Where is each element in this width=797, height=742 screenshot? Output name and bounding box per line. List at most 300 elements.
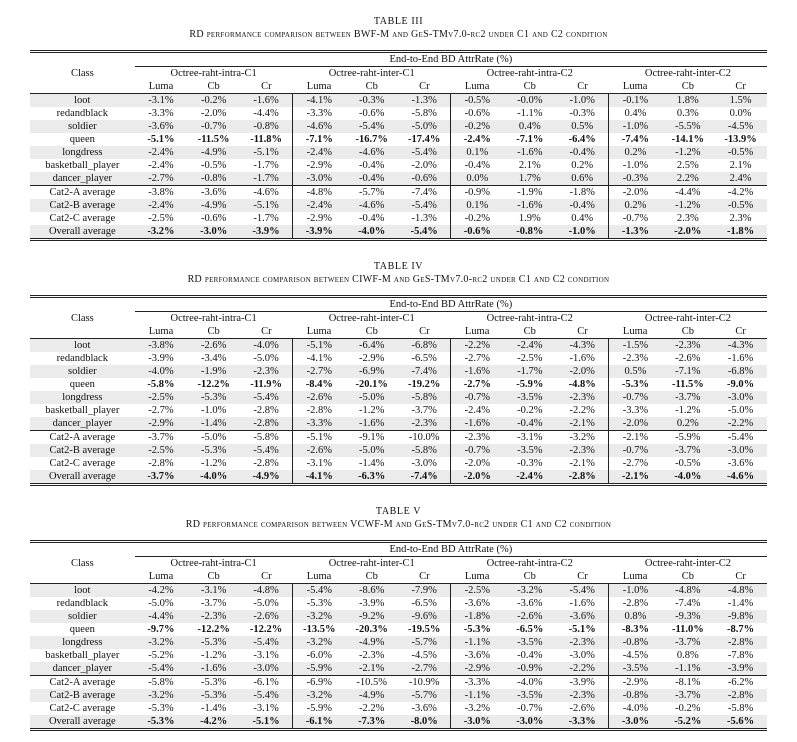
value-cell: -1.3% xyxy=(398,94,451,108)
component-header: Cb xyxy=(681,81,694,92)
value-cell: -5.4% xyxy=(253,690,279,701)
value-cell: -3.6% xyxy=(451,597,504,610)
value-cell: -9.3% xyxy=(675,611,701,622)
class-label-cell: loot xyxy=(30,94,135,108)
value-cell: 0.2% xyxy=(609,199,662,212)
value-cell: -1.2% xyxy=(675,147,701,158)
value-cell: -11.9% xyxy=(250,379,282,390)
value-cell: -4.2% xyxy=(200,716,228,727)
value-cell: -0.9% xyxy=(517,663,543,674)
value-cell: -2.6% xyxy=(293,391,346,404)
value-cell: -0.4% xyxy=(359,160,385,171)
value-cell: -1.6% xyxy=(517,147,543,158)
value-cell: -3.9% xyxy=(252,226,280,237)
class-label-cell: Cat2-C average xyxy=(49,703,116,714)
value-cell: -2.6% xyxy=(569,703,595,714)
value-cell: -9.0% xyxy=(727,379,755,390)
value-cell: -8.0% xyxy=(410,716,438,727)
group-header: Octree-raht-intra-C1 xyxy=(170,558,257,569)
class-label-cell: Cat2-C average xyxy=(49,213,116,224)
value-cell: -6.5% xyxy=(411,353,437,364)
value-cell: -0.5% xyxy=(727,147,754,158)
table-row xyxy=(30,212,767,225)
value-cell: -2.6% xyxy=(253,611,279,622)
component-header: Cb xyxy=(523,326,536,337)
value-cell: -1.7% xyxy=(253,160,279,171)
value-cell: -1.4% xyxy=(727,598,754,609)
value-cell: -0.4% xyxy=(517,418,543,429)
group-header: Octree-raht-inter-C1 xyxy=(328,558,415,569)
value-cell: -2.0% xyxy=(200,108,227,119)
table-row xyxy=(30,159,767,172)
value-cell: -3.2% xyxy=(148,637,174,648)
value-cell: -1.0% xyxy=(609,159,662,172)
value-cell: -5.1% xyxy=(568,624,596,635)
component-header: Cb xyxy=(365,81,378,92)
value-cell: -5.7% xyxy=(345,186,398,200)
value-cell: -2.7% xyxy=(451,378,504,391)
value-cell: -6.0% xyxy=(293,649,346,662)
table-row xyxy=(30,662,767,676)
value-cell: -4.6% xyxy=(293,120,346,133)
value-cell: -0.4% xyxy=(569,200,595,211)
group-header: Octree-raht-inter-C2 xyxy=(644,68,731,79)
value-cell: -3.5% xyxy=(517,637,543,648)
value-cell: -13.5% xyxy=(293,623,346,636)
table-row xyxy=(30,107,767,120)
value-cell: -4.2% xyxy=(714,186,767,200)
value-cell: -2.4% xyxy=(503,339,556,353)
value-cell: -4.1% xyxy=(293,352,346,365)
component-header: Cr xyxy=(419,571,430,582)
value-cell: -20.3% xyxy=(355,624,388,635)
value-cell: -5.3% xyxy=(200,690,227,701)
group-header: Octree-raht-inter-C1 xyxy=(328,313,415,324)
value-cell: -1.1% xyxy=(451,636,504,649)
value-cell: 2.1% xyxy=(518,160,541,171)
value-cell: -5.2% xyxy=(148,650,174,661)
value-cell: -4.9% xyxy=(359,637,385,648)
value-cell: -3.0% xyxy=(727,445,754,456)
table-row xyxy=(30,172,767,186)
component-header: Cr xyxy=(261,326,272,337)
class-label-cell: Cat2-A average xyxy=(30,676,135,690)
value-cell: -0.8% xyxy=(200,173,227,184)
value-cell: -2.8% xyxy=(727,690,754,701)
table-row xyxy=(30,199,767,212)
bd-attrrate-spanner: End-to-End BD AttrRate (%) xyxy=(135,542,767,557)
value-cell: -5.3% xyxy=(293,597,346,610)
value-cell: -6.5% xyxy=(516,624,544,635)
value-cell: -5.0% xyxy=(253,353,279,364)
table-v-section xyxy=(30,505,767,731)
table-row xyxy=(30,404,767,417)
value-cell: -2.2% xyxy=(569,405,595,416)
value-cell: -0.7% xyxy=(609,212,662,225)
value-cell: 0.8% xyxy=(676,650,699,661)
table-iv-rd-performance xyxy=(30,295,767,486)
value-cell: -8.6% xyxy=(345,584,398,598)
table-row xyxy=(30,352,767,365)
value-cell: -2.3% xyxy=(569,637,595,648)
value-cell: -2.3% xyxy=(451,431,504,445)
value-cell: -4.8% xyxy=(714,584,767,598)
value-cell: -1.0% xyxy=(609,120,662,133)
value-cell: -2.4% xyxy=(451,133,504,146)
header-row-components xyxy=(30,325,767,339)
value-cell: -2.6% xyxy=(187,339,240,353)
value-cell: -7.9% xyxy=(398,584,451,598)
value-cell: -5.1% xyxy=(293,431,346,445)
value-cell: -2.1% xyxy=(569,458,595,469)
value-cell: -8.3% xyxy=(609,623,662,636)
value-cell: -13.9% xyxy=(724,134,757,145)
value-cell: -0.0% xyxy=(503,94,556,108)
component-header: Cr xyxy=(261,81,272,92)
value-cell: -0.3% xyxy=(609,172,662,186)
component-header: Cb xyxy=(365,326,378,337)
class-label-cell: Cat2-B average xyxy=(49,690,116,701)
value-cell: -3.7% xyxy=(135,431,188,445)
table-row xyxy=(30,417,767,431)
value-cell: -4.4% xyxy=(148,611,174,622)
value-cell: -11.8% xyxy=(250,134,282,145)
value-cell: -2.6% xyxy=(293,444,346,457)
value-cell: -2.1% xyxy=(359,663,385,674)
value-cell: -5.8% xyxy=(411,392,437,403)
group-header: Octree-raht-intra-C1 xyxy=(170,68,257,79)
class-label-cell: dancer_player xyxy=(52,418,113,429)
value-cell: 0.3% xyxy=(676,108,699,119)
value-cell: -2.3% xyxy=(609,352,662,365)
value-cell: -3.0% xyxy=(200,226,228,237)
class-label-cell: redandblack xyxy=(56,598,108,609)
table-row xyxy=(30,339,767,353)
class-label-cell: redandblack xyxy=(56,353,108,364)
value-cell: 2.3% xyxy=(676,213,699,224)
value-cell: -3.6% xyxy=(411,703,437,714)
value-cell: -5.0% xyxy=(359,445,385,456)
value-cell: -4.0% xyxy=(148,366,174,377)
value-cell: 0.1% xyxy=(451,199,504,212)
value-cell: -1.4% xyxy=(359,458,385,469)
value-cell: -5.4% xyxy=(556,584,609,598)
value-cell: -5.8% xyxy=(135,676,188,690)
value-cell: -4.9% xyxy=(200,200,227,211)
table-row xyxy=(30,431,767,445)
value-cell: -1.2% xyxy=(359,405,385,416)
value-cell: -5.4% xyxy=(410,226,438,237)
group-header: Octree-raht-intra-C1 xyxy=(170,313,257,324)
value-cell: -2.4% xyxy=(148,147,174,158)
value-cell: -10.9% xyxy=(398,676,451,690)
value-cell: -3.3% xyxy=(609,404,662,417)
value-cell: -4.6% xyxy=(359,200,385,211)
value-cell: -0.2% xyxy=(451,120,504,133)
value-cell: -2.2% xyxy=(727,418,754,429)
value-cell: -2.8% xyxy=(253,458,279,469)
value-cell: -3.0% xyxy=(451,715,504,730)
value-cell: 2.3% xyxy=(729,213,752,224)
value-cell: -3.2% xyxy=(148,690,174,701)
value-cell: 1.5% xyxy=(714,94,767,108)
value-cell: -5.7% xyxy=(411,637,437,648)
value-cell: -1.6% xyxy=(569,353,595,364)
value-cell: -2.9% xyxy=(293,212,346,225)
value-cell: -1.0% xyxy=(200,405,227,416)
table-row xyxy=(30,457,767,470)
value-cell: -3.0% xyxy=(253,663,279,674)
table-row xyxy=(30,610,767,623)
value-cell: -9.1% xyxy=(345,431,398,445)
value-cell: -1.2% xyxy=(675,200,701,211)
value-cell: -14.1% xyxy=(671,134,705,145)
component-header: Cb xyxy=(365,571,378,582)
value-cell: -17.4% xyxy=(407,134,441,145)
value-cell: -5.1% xyxy=(253,200,279,211)
class-label-cell: queen xyxy=(69,624,95,635)
group-header: Octree-raht-intra-C2 xyxy=(486,68,573,79)
value-cell: -2.3% xyxy=(569,392,595,403)
table-row xyxy=(30,365,767,378)
value-cell: -2.4% xyxy=(148,200,174,211)
header-row-groups xyxy=(30,67,767,81)
component-header: Luma xyxy=(306,571,332,582)
value-cell: -5.3% xyxy=(147,716,175,727)
value-cell: -4.0% xyxy=(503,676,556,690)
value-cell: -4.5% xyxy=(609,649,662,662)
value-cell: -5.3% xyxy=(609,378,662,391)
value-cell: -5.4% xyxy=(253,637,279,648)
component-header: Luma xyxy=(622,81,648,92)
value-cell: -2.0% xyxy=(411,160,437,171)
value-cell: -20.1% xyxy=(355,379,388,390)
value-cell: -2.0% xyxy=(451,457,504,470)
value-cell: -3.0% xyxy=(569,650,595,661)
group-header: Octree-raht-intra-C2 xyxy=(486,558,573,569)
value-cell: -2.7% xyxy=(411,663,437,674)
value-cell: -0.5% xyxy=(200,160,227,171)
value-cell: -5.5% xyxy=(675,121,701,132)
value-cell: -3.2% xyxy=(293,689,346,702)
table-row xyxy=(30,146,767,159)
value-cell: -3.1% xyxy=(253,703,279,714)
value-cell: -1.2% xyxy=(675,405,701,416)
component-header: Cb xyxy=(207,81,220,92)
class-label-cell: longdress xyxy=(62,147,103,158)
header-row-spanner xyxy=(30,297,767,312)
value-cell: -0.7% xyxy=(609,444,662,457)
table-v-number: TABLE V xyxy=(375,506,422,517)
value-cell: -5.1% xyxy=(147,134,175,145)
value-cell: -7.1% xyxy=(293,133,346,146)
value-cell: -8.7% xyxy=(727,624,755,635)
value-cell: -19.2% xyxy=(407,379,441,390)
value-cell: -6.2% xyxy=(714,676,767,690)
value-cell: -9.2% xyxy=(359,611,385,622)
value-cell: -2.8% xyxy=(148,458,174,469)
value-cell: -2.2% xyxy=(359,703,385,714)
value-cell: -1.7% xyxy=(253,173,279,184)
value-cell: -0.2% xyxy=(187,94,240,108)
value-cell: -0.7% xyxy=(451,444,504,457)
table-row xyxy=(30,623,767,636)
component-header: Luma xyxy=(306,81,332,92)
value-cell: -0.5% xyxy=(451,94,504,108)
value-cell: -5.0% xyxy=(253,598,279,609)
value-cell: -0.2% xyxy=(451,212,504,225)
value-cell: -5.8% xyxy=(727,703,754,714)
bd-attrrate-spanner: End-to-End BD AttrRate (%) xyxy=(135,52,767,67)
value-cell: -3.1% xyxy=(503,431,556,445)
value-cell: -6.9% xyxy=(359,366,385,377)
table-iv-number: TABLE IV xyxy=(373,261,424,272)
value-cell: -2.6% xyxy=(517,611,543,622)
value-cell: -2.8% xyxy=(253,418,279,429)
value-cell: -0.5% xyxy=(675,458,701,469)
value-cell: 1.9% xyxy=(518,213,541,224)
value-cell: -1.7% xyxy=(517,366,543,377)
value-cell: -2.4% xyxy=(148,160,174,171)
value-cell: -11.5% xyxy=(197,134,230,145)
component-header: Cb xyxy=(207,571,220,582)
value-cell: -0.6% xyxy=(411,173,437,184)
value-cell: -5.1% xyxy=(252,716,280,727)
value-cell: -1.6% xyxy=(451,417,504,431)
value-cell: -2.0% xyxy=(609,186,662,200)
value-cell: -2.1% xyxy=(569,418,595,429)
value-cell: -1.6% xyxy=(240,94,293,108)
value-cell: -0.6% xyxy=(359,108,385,119)
value-cell: -7.3% xyxy=(358,716,386,727)
value-cell: -1.8% xyxy=(556,186,609,200)
value-cell: -7.1% xyxy=(675,366,701,377)
value-cell: -5.4% xyxy=(359,121,385,132)
value-cell: -3.3% xyxy=(293,107,346,120)
value-cell: -1.5% xyxy=(609,339,662,353)
value-cell: -9.7% xyxy=(147,624,175,635)
component-header: Cr xyxy=(419,326,430,337)
value-cell: -1.6% xyxy=(727,353,754,364)
value-cell: -5.0% xyxy=(187,431,240,445)
class-label-cell: dancer_player xyxy=(52,173,113,184)
value-cell: -4.4% xyxy=(662,186,715,200)
value-cell: -0.8% xyxy=(253,121,279,132)
table-iii-caption: RD performance comparison between BWF-M and GeS-TMv7.0-rc2 under C1 and C2 condition xyxy=(189,29,608,40)
value-cell: -7.4% xyxy=(410,471,438,482)
table-row xyxy=(30,133,767,146)
bd-attrrate-spanner: End-to-End BD AttrRate (%) xyxy=(135,297,767,312)
class-label-cell: loot xyxy=(30,339,135,353)
value-cell: -2.3% xyxy=(569,445,595,456)
value-cell: -3.9% xyxy=(293,225,346,240)
value-cell: -0.7% xyxy=(609,391,662,404)
value-cell: -2.9% xyxy=(359,353,385,364)
value-cell: -3.7% xyxy=(147,471,175,482)
value-cell: 0.4% xyxy=(518,121,541,132)
value-cell: -6.8% xyxy=(727,366,754,377)
table-row xyxy=(30,702,767,715)
value-cell: -2.9% xyxy=(148,418,174,429)
component-header: Luma xyxy=(464,326,490,337)
value-cell: -0.6% xyxy=(451,107,504,120)
value-cell: -4.3% xyxy=(714,339,767,353)
value-cell: -3.3% xyxy=(451,676,504,690)
value-cell: -0.4% xyxy=(359,173,385,184)
value-cell: -0.3% xyxy=(569,108,595,119)
value-cell: -4.3% xyxy=(556,339,609,353)
value-cell: -5.3% xyxy=(200,445,227,456)
value-cell: -2.9% xyxy=(609,676,662,690)
value-cell: -5.0% xyxy=(148,598,174,609)
value-cell: -2.7% xyxy=(609,457,662,470)
value-cell: -5.3% xyxy=(200,392,227,403)
value-cell: -4.2% xyxy=(135,584,188,598)
component-header: Cb xyxy=(207,326,220,337)
value-cell: -3.1% xyxy=(293,457,346,470)
class-label-cell: Overall average xyxy=(48,471,116,482)
class-label-cell: longdress xyxy=(62,392,103,403)
value-cell: -1.7% xyxy=(253,213,279,224)
value-cell: -2.0% xyxy=(674,226,702,237)
value-cell: -3.0% xyxy=(609,715,662,730)
value-cell: -3.0% xyxy=(727,392,754,403)
value-cell: -12.2% xyxy=(249,624,283,635)
component-header: Cr xyxy=(577,81,588,92)
value-cell: 0.1% xyxy=(451,146,504,159)
value-cell: -5.2% xyxy=(674,716,702,727)
table-row xyxy=(30,470,767,485)
value-cell: -5.3% xyxy=(200,637,227,648)
value-cell: -1.1% xyxy=(451,689,504,702)
value-cell: -8.1% xyxy=(662,676,715,690)
value-cell: -0.3% xyxy=(517,458,543,469)
value-cell: -3.5% xyxy=(517,445,543,456)
value-cell: 0.5% xyxy=(571,121,594,132)
value-cell: -3.0% xyxy=(293,172,346,186)
value-cell: -4.5% xyxy=(411,650,437,661)
value-cell: -0.7% xyxy=(517,703,543,714)
value-cell: -1.0% xyxy=(568,226,596,237)
class-label-cell: Cat2-B average xyxy=(49,200,116,211)
value-cell: -4.6% xyxy=(240,186,293,200)
value-cell: -2.8% xyxy=(253,405,279,416)
class-label-cell: queen xyxy=(69,379,95,390)
value-cell: -5.3% xyxy=(187,676,240,690)
value-cell: -3.4% xyxy=(200,353,227,364)
component-header: Cr xyxy=(419,81,430,92)
table-iii-rd-performance xyxy=(30,50,767,241)
value-cell: -5.8% xyxy=(411,445,437,456)
value-cell: 0.2% xyxy=(571,160,594,171)
value-cell: -5.4% xyxy=(293,584,346,598)
component-header: Cb xyxy=(523,571,536,582)
value-cell: -3.2% xyxy=(293,636,346,649)
component-header: Luma xyxy=(148,571,174,582)
value-cell: -3.9% xyxy=(359,598,385,609)
value-cell: -2.7% xyxy=(148,405,174,416)
value-cell: -3.2% xyxy=(556,431,609,445)
value-cell: -1.3% xyxy=(609,225,662,240)
value-cell: -2.0% xyxy=(609,417,662,431)
component-header: Luma xyxy=(464,81,490,92)
value-cell: -2.7% xyxy=(148,173,174,184)
value-cell: -0.4% xyxy=(569,147,595,158)
value-cell: -0.4% xyxy=(517,650,543,661)
header-row-components xyxy=(30,570,767,584)
value-cell: -4.8% xyxy=(293,186,346,200)
value-cell: -0.7% xyxy=(451,391,504,404)
